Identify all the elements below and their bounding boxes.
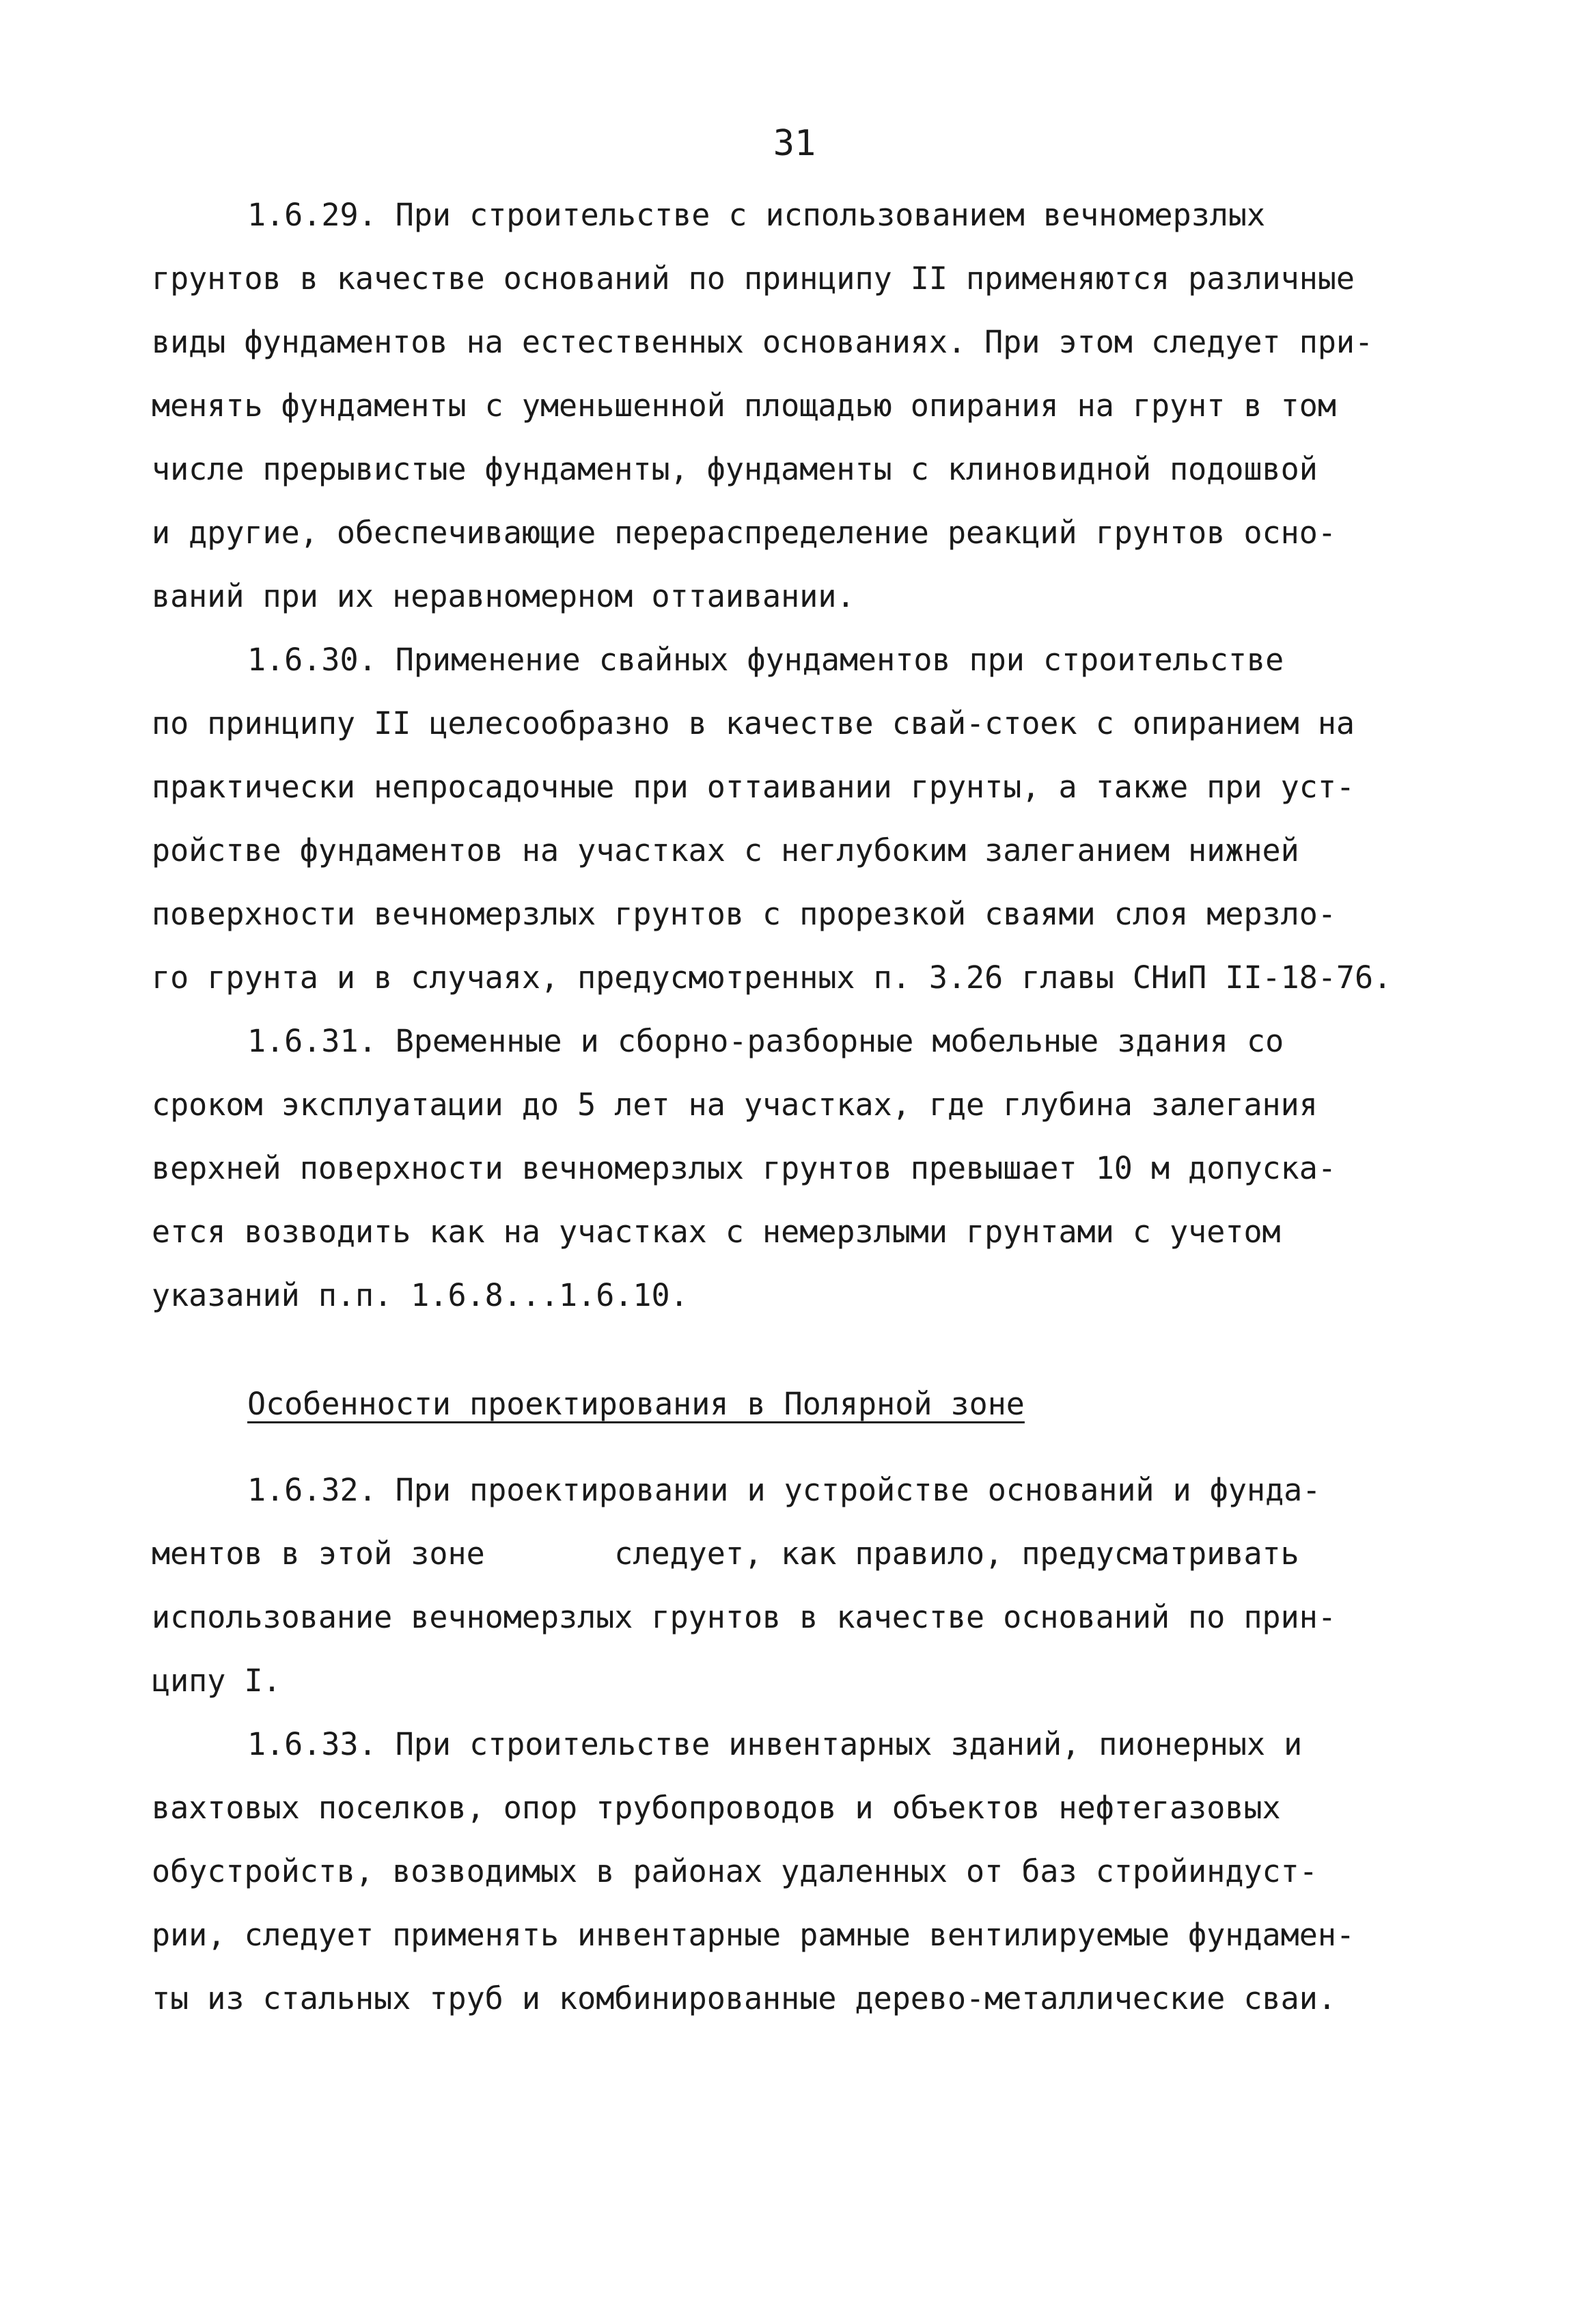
- text-line: грунтов в качестве оснований по принципу II применяются различные: [152, 260, 1355, 297]
- text-line: по принципу II целесообразно в качестве свай-стоек с опиранием на: [152, 705, 1355, 741]
- text-line: 1.6.29. При строительстве с использованием вечномерзлых: [247, 197, 1266, 233]
- text-line: ментов в этой зоне следует, как правило, предусматривать: [152, 1535, 1299, 1572]
- text-line: 1.6.30. Применение свайных фундаментов при строительстве: [247, 642, 1284, 678]
- page-number: 31: [773, 123, 816, 164]
- text-line: 1.6.32. При проектировании и устройстве оснований и фунда-: [247, 1472, 1321, 1508]
- text-line: указаний п.п. 1.6.8...1.6.10.: [152, 1277, 689, 1313]
- text-line: ется возводить как на участках с немерзлыми грунтами с учетом: [152, 1214, 1281, 1250]
- text-line: практически непросадочные при оттаивании грунты, а также при уст-: [152, 769, 1355, 805]
- text-line: ципу I.: [152, 1663, 281, 1699]
- text-line: верхней поверхности вечномерзлых грунтов превышает 10 м допуска-: [152, 1150, 1336, 1186]
- text-line: ваний при их неравномерном оттаивании.: [152, 578, 855, 614]
- text-line: обустройств, возводимых в районах удаленных от баз стройиндуст-: [152, 1853, 1318, 1889]
- text-line: менять фундаменты с уменьшенной площадью опирания на грунт в том: [152, 387, 1336, 424]
- text-line: сроком эксплуатации до 5 лет на участках, где глубина залегания: [152, 1086, 1318, 1123]
- text-line: числе прерывистые фундаменты, фундаменты с клиновидной подошвой: [152, 451, 1318, 487]
- text-line: ройстве фундаментов на участках с неглубоким залеганием нижней: [152, 832, 1299, 869]
- text-line: использование вечномерзлых грунтов в качестве оснований по прин-: [152, 1599, 1336, 1635]
- text-line: го грунта и в случаях, предусмотренных п. 3.26 главы СНиП II-18-76.: [152, 959, 1392, 996]
- text-line: рии, следует применять инвентарные рамные вентилируемые фундамен-: [152, 1917, 1355, 1953]
- section-heading: Особенности проектирования в Полярной зоне: [247, 1386, 1025, 1422]
- text-line: вахтовых поселков, опор трубопроводов и объектов нефтегазовых: [152, 1790, 1281, 1826]
- text-line: поверхности вечномерзлых грунтов с прорезкой сваями слоя мерзло-: [152, 896, 1336, 932]
- text-line: ты из стальных труб и комбинированные дерево-металлические сваи.: [152, 1980, 1336, 2017]
- text-line: виды фундаментов на естественных основаниях. При этом следует при-: [152, 324, 1374, 360]
- text-line: 1.6.33. При строительстве инвентарных зданий, пионерных и: [247, 1726, 1303, 1762]
- text-line: и другие, обеспечивающие перераспределение реакций грунтов осно-: [152, 515, 1336, 551]
- text-line: 1.6.31. Временные и сборно-разборные мобельные здания со: [247, 1023, 1284, 1059]
